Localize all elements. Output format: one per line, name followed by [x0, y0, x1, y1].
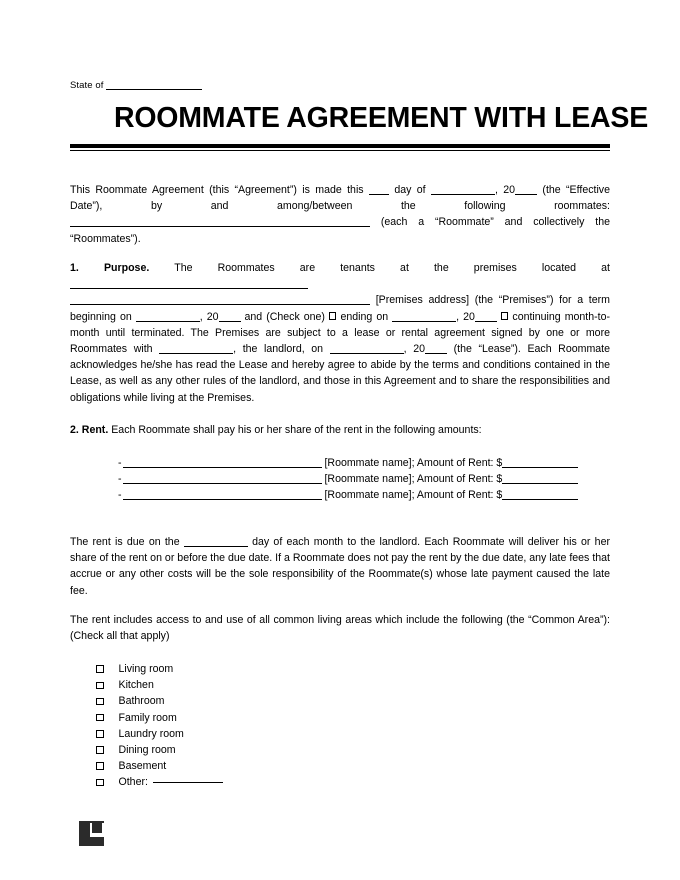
rent-row-label: [Roommate name]; Amount of Rent: $ [324, 457, 503, 469]
rent-row-label: [Roommate name]; Amount of Rent: $ [324, 473, 503, 486]
intro-seg1: This Roommate Agreement (this “Agreement”) is made this [70, 184, 364, 196]
purpose-seg8: , the landlord, on [233, 343, 324, 356]
rent-name-blank[interactable] [123, 467, 322, 468]
rent-heading: Rent. [81, 424, 109, 436]
purpose-seg3: , 20 [199, 310, 219, 323]
legal-templates-logo-icon [79, 821, 104, 846]
rent-row [70, 455, 610, 471]
purpose-seg4: and (Check one) [244, 310, 325, 323]
intro-month-blank[interactable] [431, 194, 495, 195]
rent-intro: Each Roommate shall pay his or her share of the rent in the following amounts: [111, 424, 482, 436]
rent-row-dash: - [118, 489, 122, 502]
state-of-label: State of [70, 80, 104, 91]
checkbox-icon[interactable] [96, 665, 104, 673]
purpose-seg10: (the “Lease”). Each Roommate acknowledges he/she has read the Lease and hereby agree to abide by the terms and conditions contained in the Lease, as well as any other rules of the landlord, and those in this Agreement and to share the responsibilities and obligations while living at the Premises. [70, 343, 610, 404]
rent-row-label: [Roommate name]; Amount of Rent: $ [324, 489, 503, 502]
common-area-paragraph [70, 612, 610, 644]
rent-section-heading [70, 422, 610, 438]
checkbox-month-to-month[interactable] [501, 312, 509, 320]
checkbox-icon[interactable] [96, 698, 104, 706]
purpose-term-start-blank[interactable] [136, 321, 200, 322]
checklist-item-family-room[interactable] [70, 710, 610, 726]
checklist-item-laundry-room[interactable] [70, 726, 610, 742]
checklist-item-label: Basement [118, 760, 167, 773]
purpose-seg5: ending on [340, 310, 389, 323]
purpose-seg2: [Premises address] (the “Premises”) for a term beginning on [70, 294, 610, 323]
intro-paragraph [70, 182, 610, 247]
intro-seg2: day of [394, 184, 426, 196]
state-of-blank[interactable] [106, 89, 202, 90]
checklist-item-basement[interactable] [70, 758, 610, 774]
intro-roommates-blank[interactable] [70, 226, 370, 227]
purpose-seg1: The Roommates are tenants at the premises located at [174, 262, 610, 274]
checkbox-icon[interactable] [96, 730, 104, 738]
purpose-lease-year-blank[interactable] [425, 353, 447, 354]
purpose-seg6: , 20 [456, 310, 475, 323]
intro-seg3: , 20 [494, 184, 516, 196]
purpose-seg7: continuing month-to-month until terminated. The Premises are subject to a lease or rental agreement signed by one or more Roommates with [70, 310, 611, 356]
rent-due-seg1: The rent is due on the [70, 536, 180, 548]
rent-due-day-blank[interactable] [184, 546, 248, 547]
other-text-blank[interactable] [153, 782, 223, 783]
checkbox-ending-on[interactable] [329, 312, 337, 320]
state-of-line [70, 80, 202, 91]
page-title: ROOMMATE AGREEMENT WITH LEASE [113, 102, 649, 134]
purpose-lease-date-blank[interactable] [330, 353, 404, 354]
purpose-seg9: , 20 [403, 343, 425, 356]
common-area-checklist [70, 661, 610, 791]
checklist-item-label: Bathroom [118, 695, 165, 708]
checklist-item-label: Family room [118, 711, 177, 724]
checklist-item-living-room[interactable] [70, 661, 610, 677]
purpose-term-end-blank[interactable] [392, 321, 456, 322]
rent-amount-blank[interactable] [502, 499, 578, 500]
checkbox-icon[interactable] [96, 746, 104, 754]
logo-inner-square [92, 823, 102, 833]
purpose-heading: Purpose. [103, 262, 150, 274]
rent-amount-blank[interactable] [502, 483, 578, 484]
checklist-item-kitchen[interactable] [70, 677, 610, 693]
rent-name-blank[interactable] [123, 483, 322, 484]
purpose-term-start-year-blank[interactable] [219, 321, 241, 322]
checklist-item-label: Living room [118, 663, 174, 676]
purpose-term-end-year-blank[interactable] [475, 321, 497, 322]
checklist-item-label: Other: [118, 776, 148, 789]
rent-row-dash: - [118, 473, 122, 486]
checkbox-icon[interactable] [96, 714, 104, 722]
rent-due-seg2: day of each month to the landlord. Each Roommate will deliver his or her share of the rent on or before the due date. If a Roommate does not pay the rent by the due date, any late fees that accrue or any other costs will be the sole responsibility of the Roommate(s) whose late payment caused the late fee. [70, 536, 610, 597]
purpose-number: 1. [70, 262, 79, 274]
checklist-item-dining-room[interactable] [70, 742, 610, 758]
checkbox-icon[interactable] [96, 762, 104, 770]
checklist-item-bathroom[interactable] [70, 693, 610, 709]
intro-seg4: (the “Effective Date”), by and among/between the following roommates: [70, 184, 610, 213]
checklist-item-label: Dining room [118, 744, 176, 757]
rent-name-blank[interactable] [123, 499, 322, 500]
rent-number: 2. [70, 424, 79, 436]
intro-day-blank[interactable] [369, 194, 389, 195]
checkbox-icon[interactable] [96, 779, 104, 787]
checklist-item-label: Kitchen [118, 679, 154, 692]
rent-roommate-lines [70, 455, 610, 504]
intro-year-blank[interactable] [515, 194, 537, 195]
rent-row [70, 471, 610, 487]
rent-row-dash: - [118, 457, 122, 469]
checklist-item-label: Laundry room [118, 727, 184, 740]
title-divider [70, 144, 610, 151]
rent-amount-blank[interactable] [502, 467, 578, 468]
common-area-intro: The rent includes access to and use of all common living areas which include the following (the “Common Area”): (Check all that apply) [70, 614, 610, 643]
checkbox-icon[interactable] [96, 682, 104, 690]
checklist-item-other[interactable] [70, 774, 610, 790]
purpose-address-blank-2[interactable] [70, 304, 370, 305]
purpose-section [70, 260, 610, 406]
purpose-address-blank-1[interactable] [70, 288, 308, 289]
rent-due-paragraph [70, 534, 610, 599]
purpose-landlord-blank[interactable] [159, 353, 233, 354]
intro-seg5: (each a “Roommate” and collectively the “Roommates”). [70, 216, 610, 245]
rent-row [70, 487, 610, 503]
